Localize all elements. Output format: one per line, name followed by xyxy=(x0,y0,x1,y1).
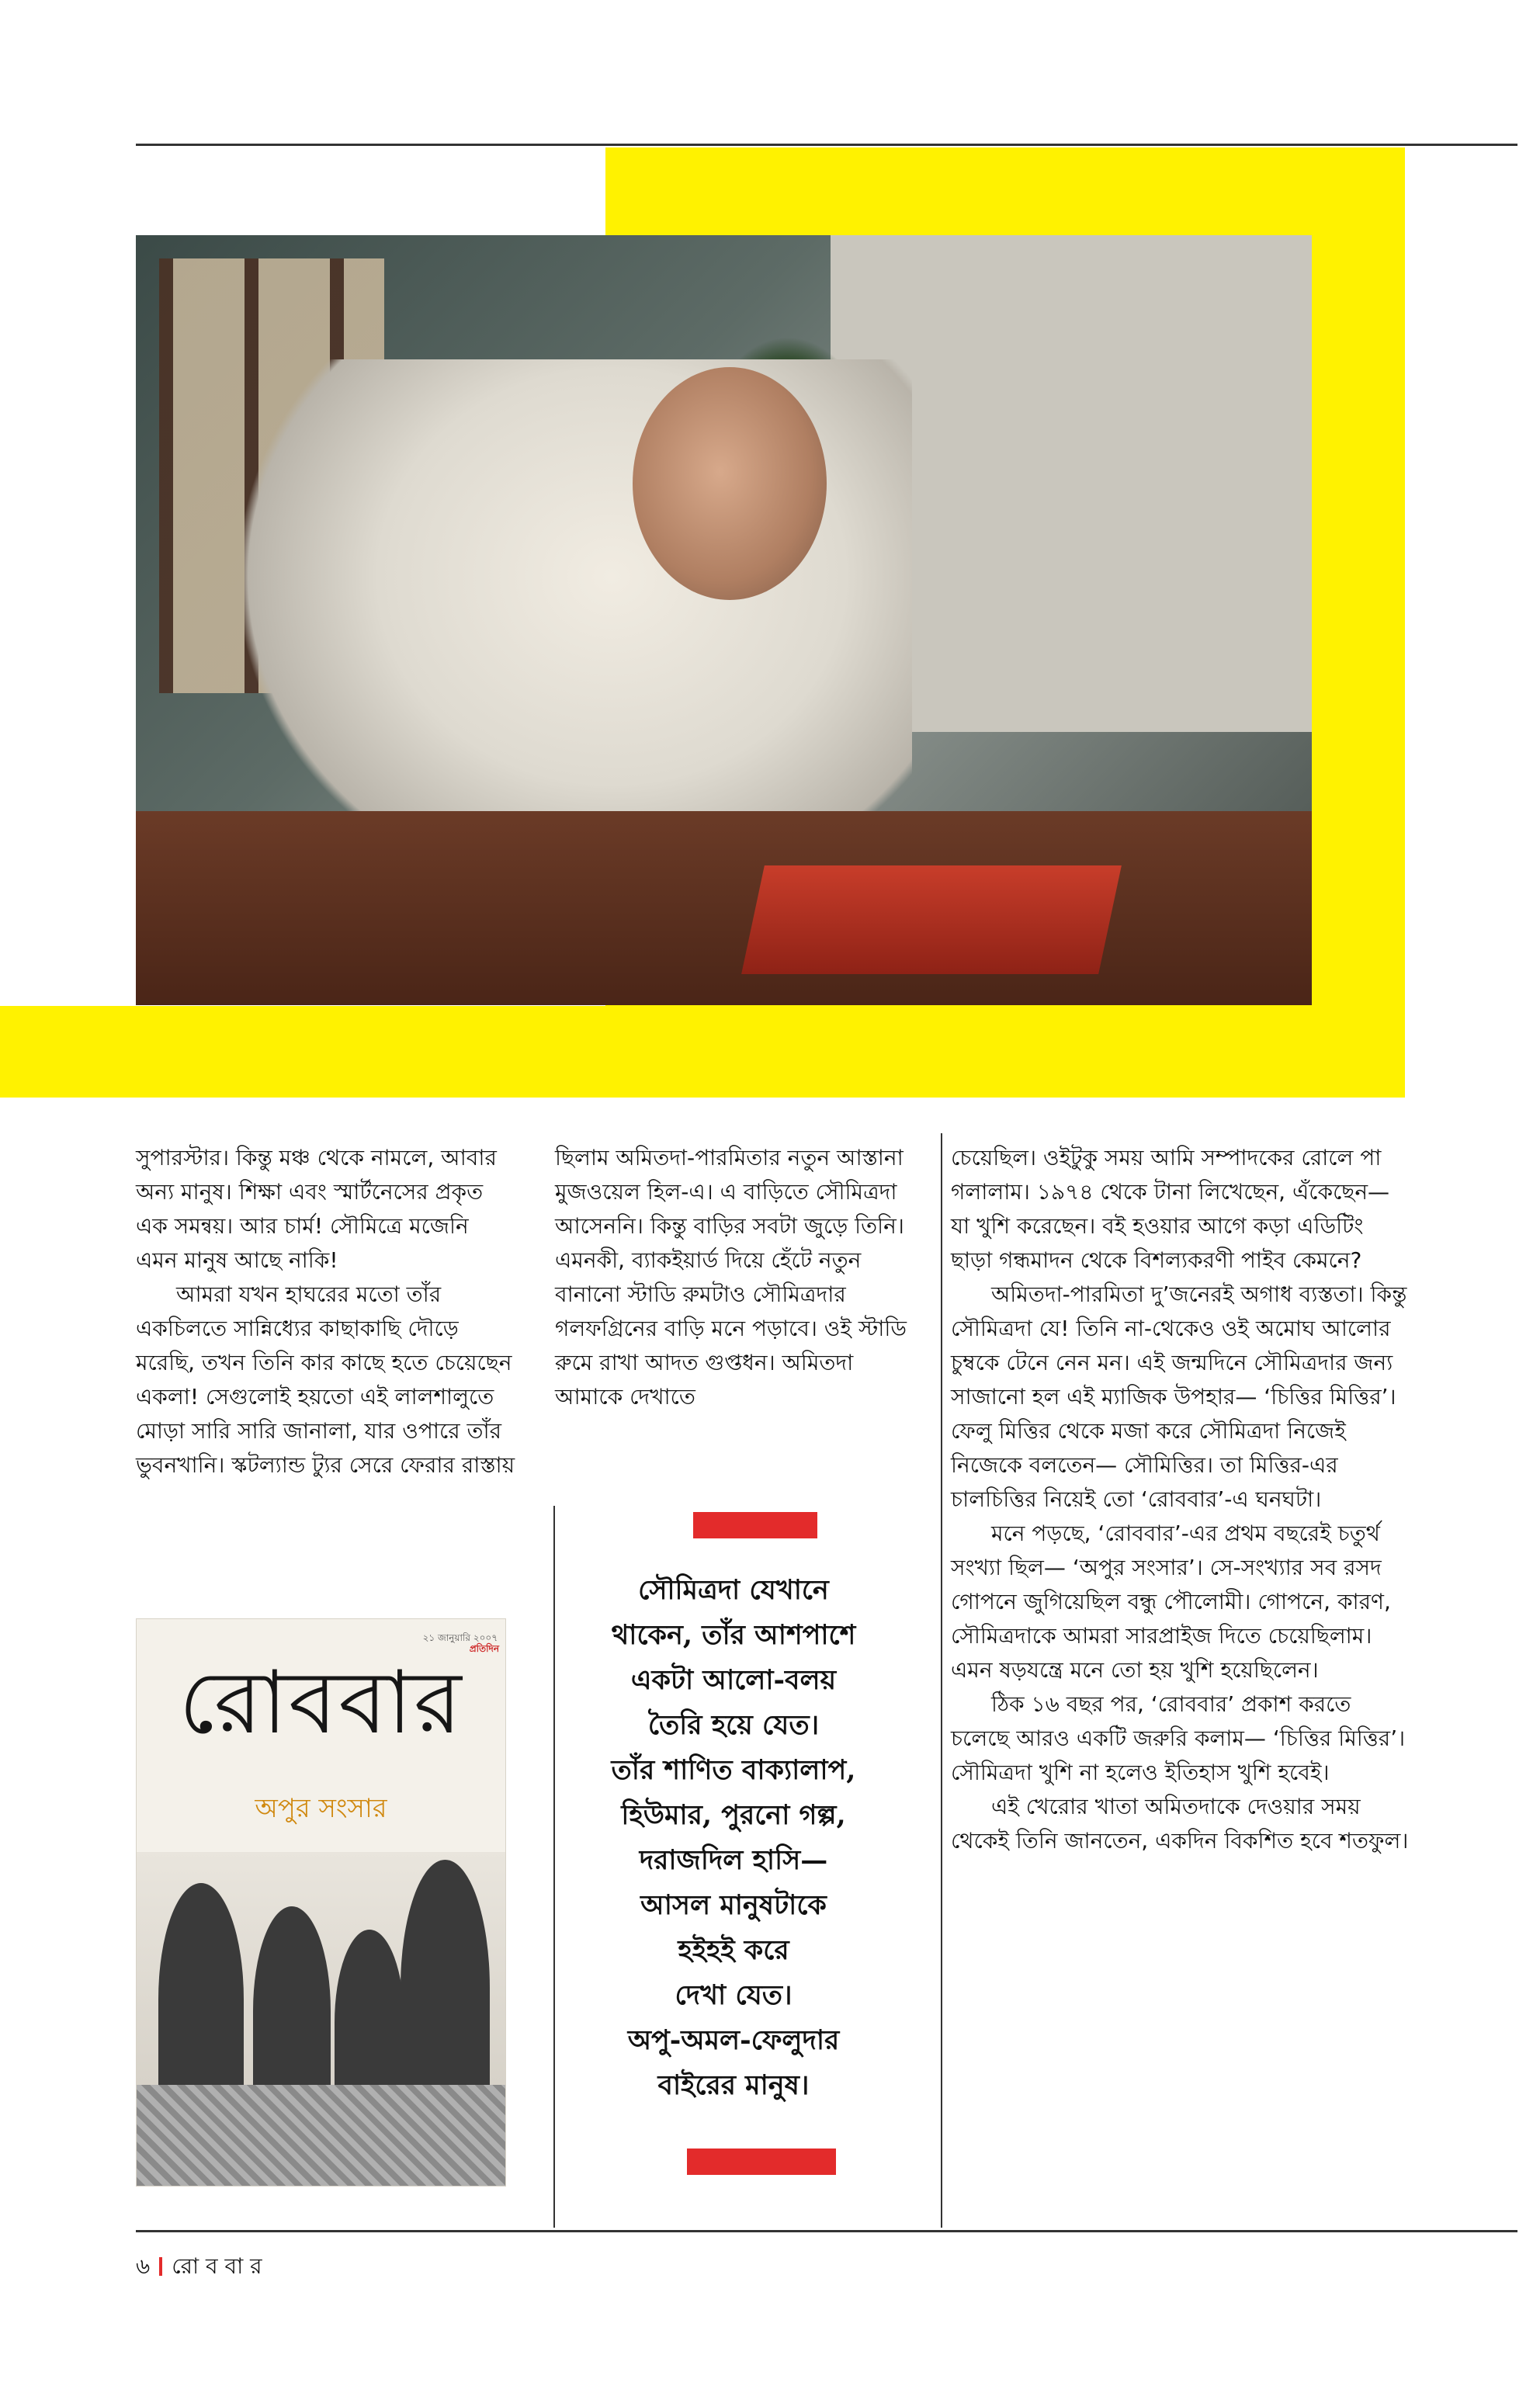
pull-quote-line: হইহই করে xyxy=(678,1934,789,1966)
footer-separator xyxy=(159,2257,162,2276)
cover-subtitle: অপুর সংসার xyxy=(255,1793,387,1824)
page-number: ৬ xyxy=(136,2253,151,2279)
cover-masthead: রোববার xyxy=(179,1653,463,1753)
top-rule xyxy=(136,144,1517,146)
cover-date: ২১ জানুয়ারি ২০০৭ xyxy=(422,1632,498,1643)
pull-quote-top-bar xyxy=(693,1512,817,1538)
cover-brand: প্রতিদিন xyxy=(469,1643,499,1654)
pull-quote-line: বাইরের মানুষ। xyxy=(657,2069,810,2101)
cover-sofa xyxy=(137,2085,505,2186)
pull-quote xyxy=(571,1568,897,2108)
cover-family-photo xyxy=(137,1852,505,2186)
pull-quote-line: অপু-অমল-ফেলুদার xyxy=(627,2024,840,2056)
footer-magazine-name: রো ব বা র xyxy=(172,2253,262,2279)
cover-figure xyxy=(158,1883,244,2116)
pull-quote-line: তাঁর শাণিত বাক্যালাপ, xyxy=(611,1754,856,1786)
paragraph: মনে পড়ছে, ‘রোববার’-এর প্রথম বছরেই চতুর্থ সংখ্যা ছিল— ‘অপুর সংসার’। সে-সংখ্যার সব রসদ গোপনে জুগিয়েছিল বন্ধু পৌলোমী। গোপনে, কারণ, সৌমিত্রদাকে আমরা সারপ্রাইজ দিতে চেয়েছিলাম। এমন ষড়যন্ত্রে মনে তো হয় খুশি হয়েছিলেন। xyxy=(951,1521,1391,1683)
photo-books xyxy=(741,865,1122,974)
paragraph: সুপারস্টার। কিন্তু মঞ্চ থেকে নামলে, আবার অন্য মানুষ। শিক্ষা এবং স্মার্টনেসের প্রকৃত এক সমন্বয়। আর চার্ম! সৌমিত্রে মজেনি এমন মানুষ আছে নাকি! xyxy=(136,1145,497,1273)
column-divider xyxy=(941,1133,942,2228)
page-footer xyxy=(136,2249,262,2286)
pull-quote-line: থাকেন, তাঁর আশপাশে xyxy=(611,1619,856,1651)
yellow-frame-strip xyxy=(0,1006,1405,1098)
pull-quote-line: আসল মানুষটাকে xyxy=(640,1889,827,1921)
photo-head xyxy=(633,367,827,600)
pull-quote-line: সৌমিত্রদা যেখানে xyxy=(638,1574,829,1606)
pull-quote-line: তৈরি হয়ে যেত। xyxy=(647,1709,820,1741)
article-column-1 xyxy=(136,1141,516,1483)
column-divider xyxy=(553,1506,555,2228)
pull-quote-line: দরাজদিল হাসি— xyxy=(639,1844,828,1876)
pull-quote-line: একটা আলো-বলয় xyxy=(630,1664,837,1696)
paragraph: আমরা যখন হাঘরের মতো তাঁর একচিলতে সান্নিধ্যের কাছাকাছি দৌড়ে মরেছি, তখন তিনি কার কাছে হতে চেয়েছেন একলা! সেগুলোই হয়তো এই লালশালুতে মোড়া সারি সারি জানালা, যার ওপারে তাঁর ভুবনখানি। স্কটল্যান্ড ট্যুর সেরে ফেরার রাস্তায় xyxy=(136,1281,515,1478)
cover-figure xyxy=(401,1860,490,2116)
paragraph: ছিলাম অমিতদা-পারমিতার নতুন আস্তানা মুজওয়েল হিল-এ। এ বাড়িতে সৌমিত্রদা আসেননি। কিন্তু বাড়ির সবটা জুড়ে তিনি। এমনকী, ব্যাকইয়ার্ড দিয়ে হেঁটে নতুন বানানো স্টাডি রুমটাও সৌমিত্রদার গলফগ্রিনের বাড়ি মনে পড়াবে। ওই স্টাডি রুমে রাখা আদত গুপ্তধন। অমিতদা আমাকে দেখাতে xyxy=(555,1145,907,1410)
pull-quote-bottom-bar xyxy=(687,2148,836,2175)
paragraph: অমিতদা-পারমিতা দু’জনেরই অগাধ ব্যস্ততা। কিন্তু সৌমিত্রদা যে! তিনি না-থেকেও ওই অমোঘ আলোর চুম্বকে টেনে নেন মন। এই জন্মদিনে সৌমিত্রদার জন্য সাজানো হল এই ম্যাজিক উপহার— ‘চিত্তির মিত্তির’। ফেলু মিত্তির থেকে মজা করে সৌমিত্রদা নিজেই নিজেকে বলতেন— সৌমিত্তির। তা মিত্তির-এর চালচিত্তির নিয়েই তো ‘রোববার’-এ ঘনঘটা। xyxy=(951,1281,1407,1512)
article-column-3 xyxy=(951,1141,1409,1858)
hero-photo xyxy=(136,235,1312,1005)
paragraph: চেয়েছিল। ওইটুকু সময় আমি সম্পাদকের রোলে পা গলালাম। ১৯৭৪ থেকে টানা লিখেছেন, এঁকেছেন— যা খুশি করেছেন। বই হওয়ার আগে কড়া এডিটিং ছাড়া গন্ধমাদন থেকে বিশল্যকরণী পাইব কেমনে? xyxy=(951,1145,1390,1273)
pull-quote-line: দেখা যেত। xyxy=(675,1979,793,2011)
magazine-cover-image xyxy=(136,1618,506,2187)
pull-quote-line: হিউমার, পুরনো গল্প, xyxy=(621,1799,846,1831)
bottom-rule xyxy=(136,2230,1517,2232)
article-column-2 xyxy=(555,1141,908,1414)
paragraph: ঠিক ১৬ বছর পর, ‘রোববার’ প্রকাশ করতে চলেছে আরও একটি জরুরি কলাম— ‘চিত্তির মিত্তির’। সৌমিত্রদা খুশি না হলেও ইতিহাস খুশি হবেই। xyxy=(951,1691,1406,1785)
photo-desk xyxy=(136,811,1312,1005)
paragraph: এই খেরোর খাতা অমিতদাকে দেওয়ার সময় থেকেই তিনি জানতেন, একদিন বিকশিত হবে শতফুল। xyxy=(951,1794,1409,1854)
